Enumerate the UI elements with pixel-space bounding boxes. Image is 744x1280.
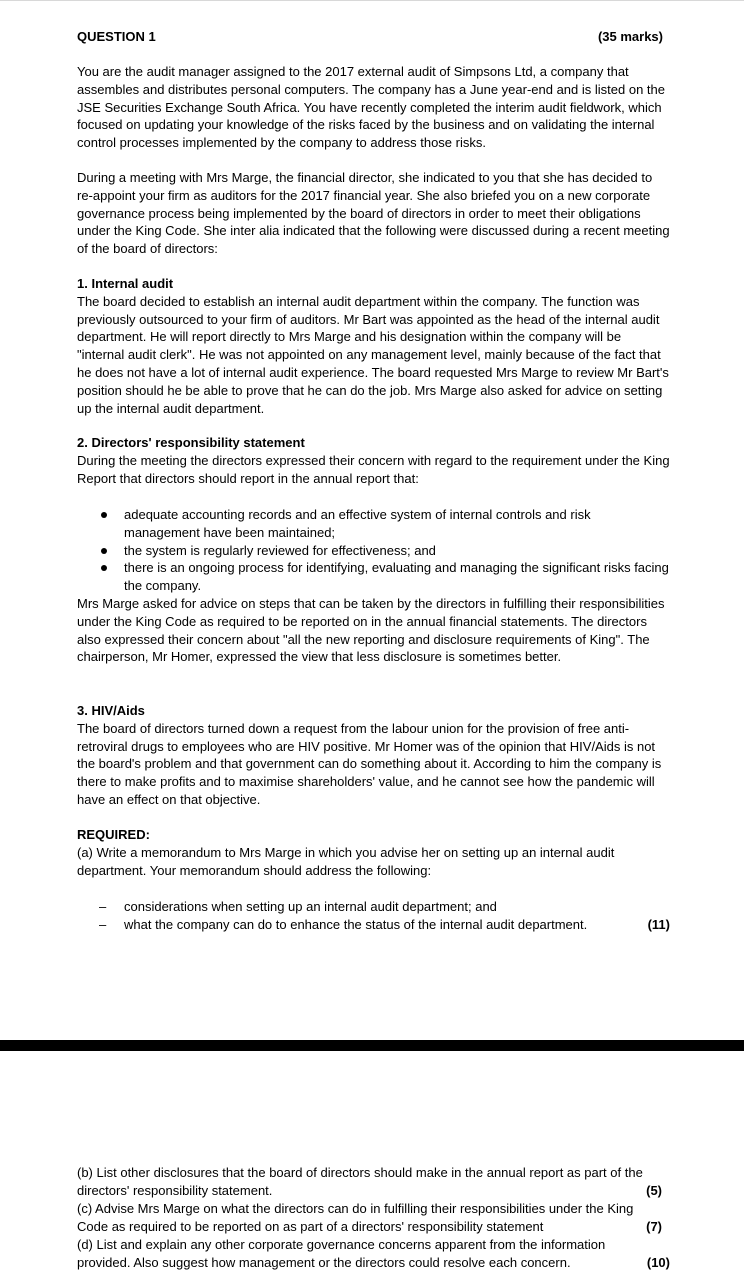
required-d-text: (d) List and explain any other corporate governance concerns apparent from the information provided. Also suggest how management or the directors could resolve each concern. [77, 1237, 606, 1270]
required-a-list [77, 898, 670, 934]
section-hiv [77, 702, 670, 809]
intro-paragraph-2: During a meeting with Mrs Marge, the financial director, she indicated to you that she has decided to re-appoint your firm as auditors for the 2017 financial year. She also briefed you on a new corporate governance process being implemented by the board of directors in order to meet their obligations under the King Code. She inter alia indicated that the following were discussed during a recent meeting of the board of directors: [77, 170, 670, 257]
required-b-text: (b) List other disclosures that the board of directors should make in the annual report as part of the directors' responsibility statement. [77, 1165, 643, 1198]
section-heading: 2. Directors' responsibility statement [77, 435, 305, 450]
section-body: The board decided to establish an internal audit department within the company. The function was previously outsourced to your firm of auditors. Mr Bart was appointed as the head of the internal audit department. He will report directly to Mrs Marge and his designation within the company will be "internal audit clerk". He was not appointed on any management level, mainly because of the fact that he does not have a lot of internal audit experience. The board requested Mrs Marge to review Mr Bart's position should he be able to prove that he can do the job. Mrs Marge also asked for advice on setting up the internal audit department. [77, 293, 669, 416]
section-body: The board of directors turned down a request from the labour union for the provision of free anti-retroviral drugs to employees who are HIV positive. Mr Homer was of the opinion that HIV/Aids is not the board's problem and that government can do something about it. According to him the company is there to make profits and to maximise shareholders' value, and he cannot see how the pandemic will have an effect on that objective. [77, 720, 662, 807]
list-item: the system is regularly reviewed for effectiveness; and [77, 542, 670, 560]
question-marks: (35 marks) [597, 29, 663, 44]
directors-after-text: Mrs Marge asked for advice on steps that can be taken by the directors in fulfilling their responsibilities under the King Code as required to be reported on in the annual financial statements. The directors also expressed their concern about "all the new reporting and disclosure requirements of King". The chairperson, Mr Homer, expressed the view that less disclosure is sometimes better. [77, 595, 665, 665]
list-item: adequate accounting records and an effective system of internal controls and risk management have been maintained; [77, 506, 670, 542]
required-d-marks: (10) [646, 1255, 670, 1270]
required-d [77, 1236, 670, 1272]
section-heading: 3. HIV/Aids [77, 703, 145, 718]
required-a-intro: (a) Write a memorandum to Mrs Marge in which you advise her on setting up an internal audit department. Your memorandum should address the following: [77, 844, 615, 878]
required-c-marks: (7) [646, 1219, 662, 1234]
required-c-text: (c) Advise Mrs Marge on what the directors can do in fulfilling their responsibilities under the King Code as required to be reported on as part of a directors' responsibility statement [77, 1201, 634, 1234]
list-item: – what the company can do to enhance the status of the internal audit department. [77, 916, 670, 934]
directors-bullet-list [77, 506, 670, 666]
section-heading: 1. Internal audit [77, 276, 174, 291]
page-divider [0, 1040, 744, 1051]
question-title: QUESTION 1 [77, 29, 156, 44]
required-c [77, 1200, 662, 1236]
list-item: – considerations when setting up an internal audit department; and [77, 898, 670, 916]
question-header [77, 28, 663, 46]
list-item: there is an ongoing process for identifying, evaluating and managing the significant risks facing the company. [77, 559, 670, 595]
required-heading: REQUIRED: [77, 827, 150, 842]
required-section [77, 826, 670, 879]
required-b [77, 1164, 662, 1200]
section-directors [77, 434, 670, 487]
required-b-marks: (5) [646, 1183, 662, 1198]
section-internal-audit [77, 275, 670, 417]
required-a-marks: (11) [647, 917, 670, 932]
page-2 [0, 1051, 744, 1280]
section-body: During the meeting the directors expressed their concern with regard to the requirement under the King Report that directors should report in the annual report that: [77, 452, 670, 486]
intro-paragraph-1: You are the audit manager assigned to the 2017 external audit of Simpsons Ltd, a company that assembles and distributes personal computers. The company has a June year-end and is listed on the JSE Securities Exchange South Africa. You have recently completed the interim audit fieldwork, which focused on updating your knowledge of the risks faced by the business and on validating the internal control processes implemented by the company to address those risks. [77, 64, 665, 151]
